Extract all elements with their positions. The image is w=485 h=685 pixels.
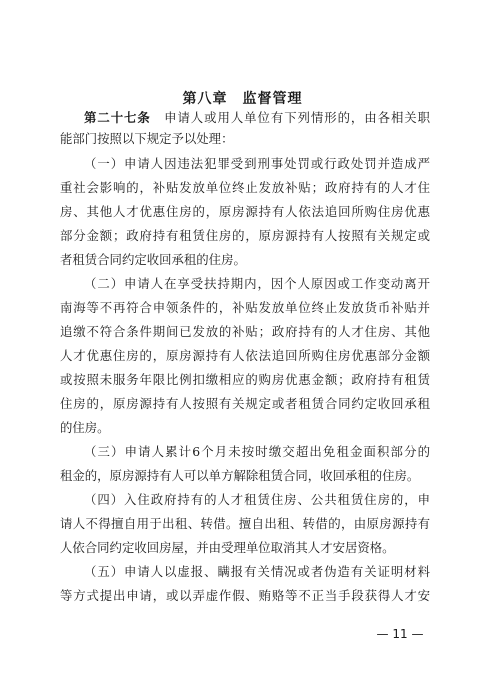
para-4-line-3: 人依合同约定收回房屋，并由受理单位取消其人才安居资格。	[60, 540, 395, 555]
para-4-line-2: 请人不得擅自用于出租、转借。擅自出租、转借的，由原房源持有	[60, 516, 430, 531]
para-2-line-5: 或按照未服务年限比例扣缴相应的购房优惠金额；政府持有租赁	[60, 372, 430, 387]
para-2-line-6: 住房的，原房源持有人按照有关规定或者租赁合同约定收回承租	[60, 396, 430, 411]
para-1-line-5: 者租赁合同约定收回承租的住房。	[60, 252, 246, 267]
article-heading: 第二十七条	[84, 110, 151, 125]
para-3-line-1: （三）申请人累计6个月未按时缴交超出免租金面积部分的	[84, 444, 430, 459]
article-intro-line-2: 能部门按照以下规定予以处理：	[60, 131, 234, 146]
article-intro-text: 申请人或用人单位有下列情形的，由各相关职	[164, 110, 431, 125]
para-1-line-2: 重社会影响的，补贴发放单位终止发放补贴；政府持有的人才住	[60, 180, 430, 195]
para-3-line-2: 租金的，原房源持有人可以单方解除租赁合同，收回承租的住房。	[60, 468, 420, 483]
para-1-line-3: 房、其他人才优惠住房的，原房源持有人依法追回所购住房优惠	[60, 204, 430, 219]
page-number: — 11 —	[376, 627, 424, 641]
para-2-line-4: 人才优惠住房的，原房源持有人依法追回所购住房优惠部分金额	[60, 348, 430, 363]
chapter-title: 第八章 监督管理	[182, 91, 303, 107]
para-5-line-2: 等方式提出申请，或以弄虚作假、贿赂等不正当手段获得人才安	[60, 588, 430, 603]
para-2-line-7: 的住房。	[60, 420, 110, 435]
para-4-line-1: （四）入住政府持有的人才租赁住房、公共租赁住房的，申	[84, 492, 430, 507]
para-1-line-4: 部分金额；政府持有租赁住房的，原房源持有人按照有关规定或	[60, 228, 430, 243]
para-2-line-3: 追缴不符合条件期间已发放的补贴；政府持有的人才住房、其他	[60, 324, 430, 339]
para-1-line-1: （一）申请人因违法犯罪受到刑事处罚或行政处罚并造成严	[84, 156, 430, 171]
para-5-line-1: （五）申请人以虚报、瞒报有关情况或者伪造有关证明材料	[84, 564, 430, 579]
article-intro-line-1	[84, 110, 430, 126]
para-2-line-1: （二）申请人在享受扶持期内，因个人原因或工作变动离开	[84, 276, 430, 291]
para-2-line-2: 南海等不再符合申领条件的，补贴发放单位终止发放货币补贴并	[60, 300, 430, 315]
